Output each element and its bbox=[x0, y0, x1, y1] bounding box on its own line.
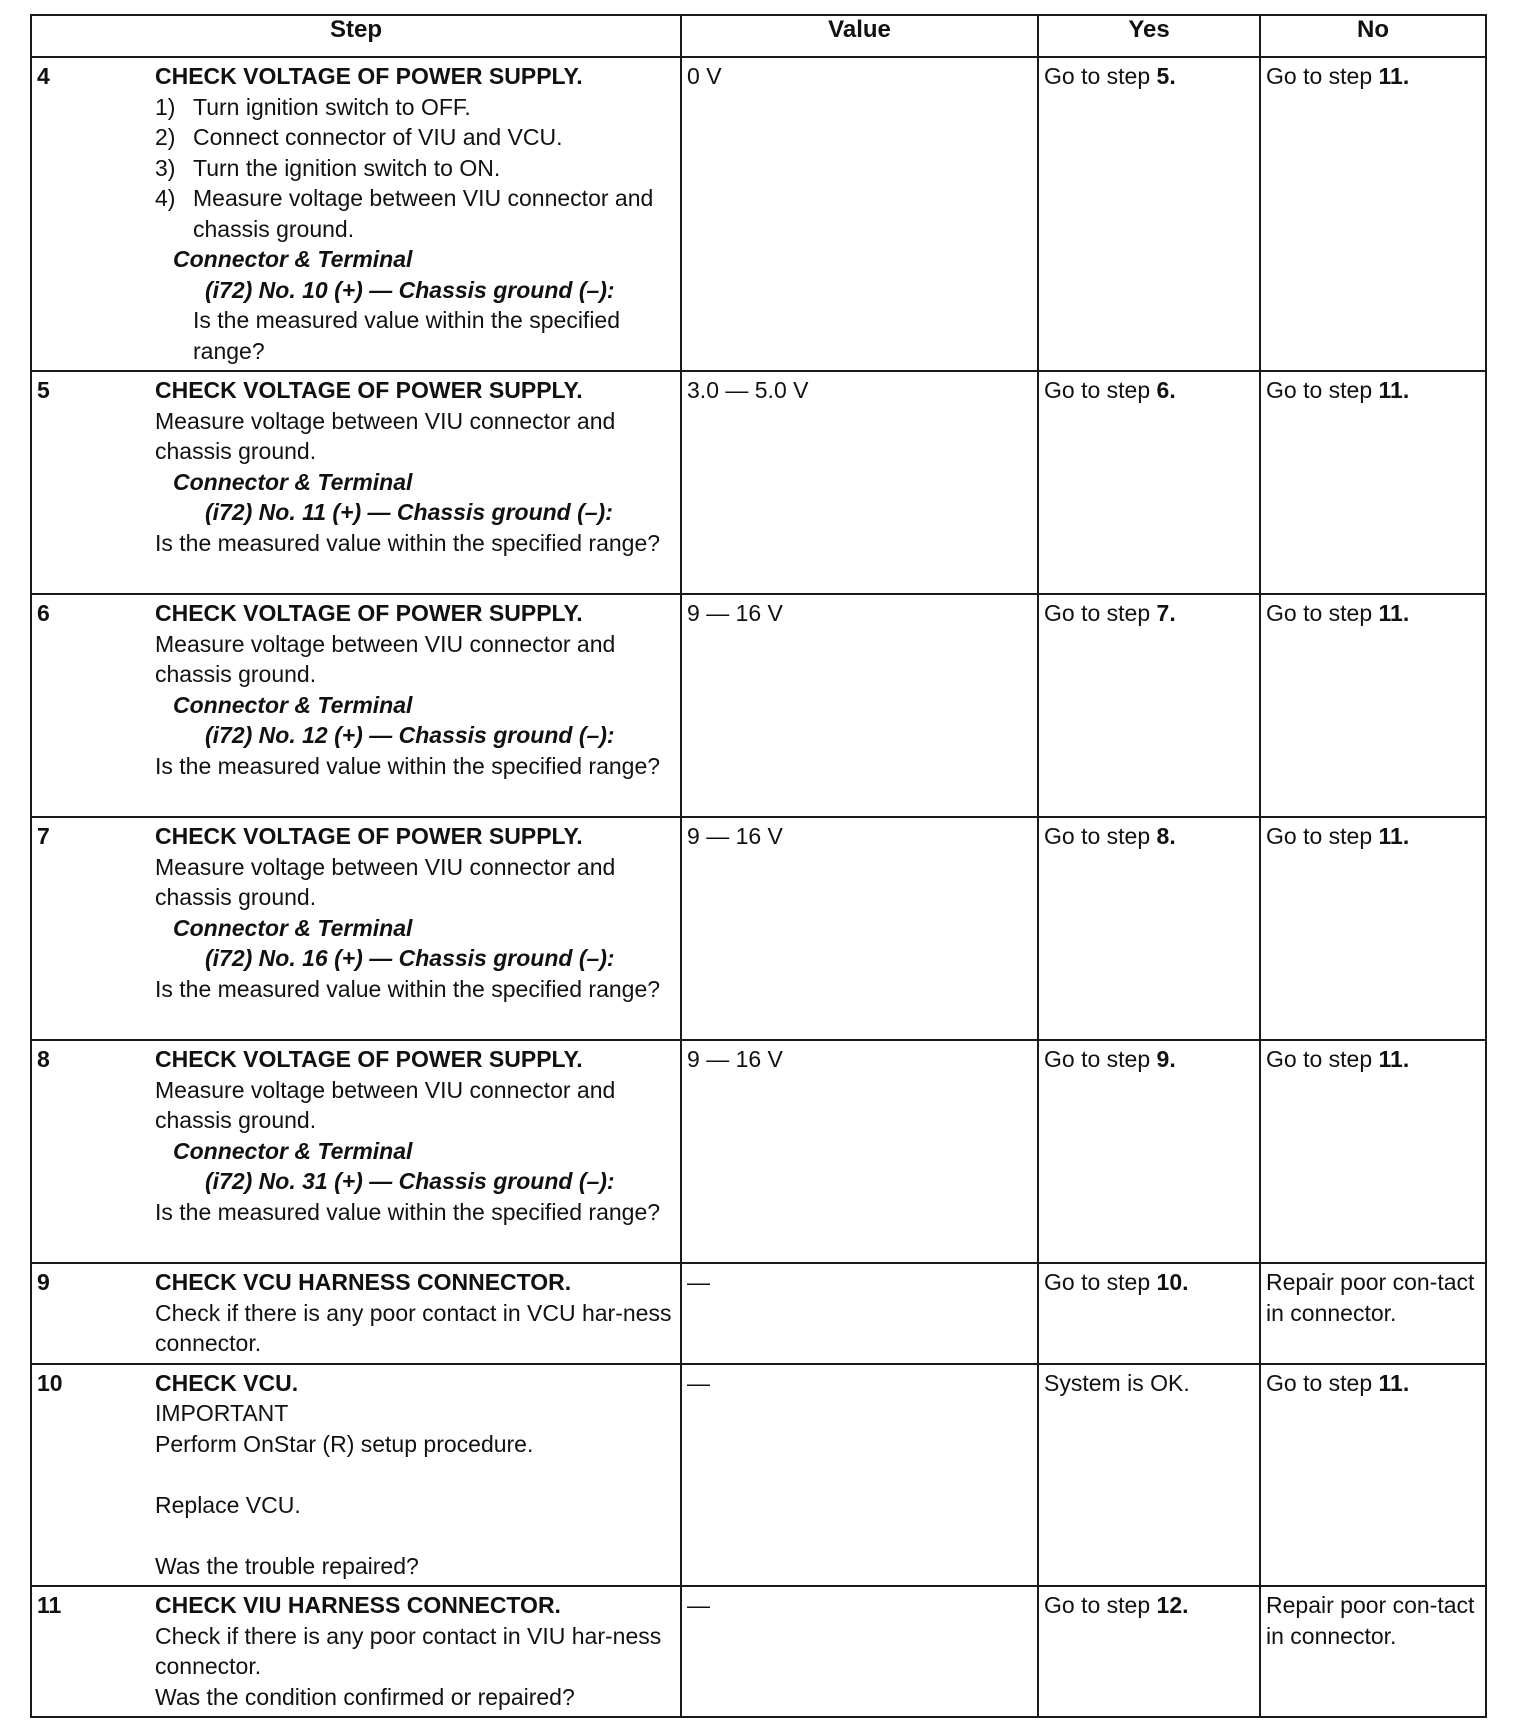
connector-terminal-value: (i72) No. 31 (+) — Chassis ground (–): bbox=[205, 1168, 615, 1194]
no-cell: Repair poor con-tact in connector. bbox=[1260, 1263, 1486, 1364]
step-question: Is the measured value within the specified range? bbox=[155, 975, 661, 1002]
step-number: 10 bbox=[31, 1364, 149, 1587]
step-line: Perform OnStar (R) setup procedure. bbox=[155, 1430, 534, 1457]
connector-terminal-value: (i72) No. 11 (+) — Chassis ground (–): bbox=[205, 499, 613, 525]
yes-cell: Go to step 7. bbox=[1038, 594, 1260, 817]
step-instructions bbox=[149, 1040, 681, 1263]
yes-cell: Go to step 8. bbox=[1038, 817, 1260, 1040]
value-cell: 9 — 16 V bbox=[681, 594, 1038, 817]
step-instructions bbox=[149, 594, 681, 817]
step-title: CHECK VIU HARNESS CONNECTOR. bbox=[155, 1592, 561, 1618]
table-row bbox=[31, 1040, 1486, 1263]
value-cell: 9 — 16 V bbox=[681, 1040, 1038, 1263]
step-description: Check if there is any poor contact in VCU har-ness connector. bbox=[155, 1299, 672, 1356]
list-item: 1) Turn ignition switch to OFF. bbox=[155, 93, 471, 120]
no-cell: Go to step 11. bbox=[1260, 1040, 1486, 1263]
step-description: Measure voltage between VIU connector and chassis ground. bbox=[155, 630, 616, 687]
value-cell: — bbox=[681, 1586, 1038, 1717]
step-important: IMPORTANT bbox=[155, 1400, 289, 1426]
step-instructions bbox=[149, 1263, 681, 1364]
value-cell: 3.0 — 5.0 V bbox=[681, 371, 1038, 594]
header-no: No bbox=[1260, 15, 1486, 57]
header-yes: Yes bbox=[1038, 15, 1260, 57]
step-number: 9 bbox=[31, 1263, 149, 1364]
no-cell: Repair poor con-tact in connector. bbox=[1260, 1586, 1486, 1717]
table-row bbox=[31, 371, 1486, 594]
step-question: Is the measured value within the specified range? bbox=[155, 752, 661, 779]
step-description: Measure voltage between VIU connector and chassis ground. bbox=[155, 853, 616, 910]
step-line: Replace VCU. bbox=[155, 1491, 301, 1518]
list-item: 2) Connect connector of VIU and VCU. bbox=[155, 124, 563, 150]
step-instructions bbox=[149, 1364, 681, 1587]
step-number: 4 bbox=[31, 57, 149, 371]
yes-cell: Go to step 10. bbox=[1038, 1263, 1260, 1364]
step-number: 7 bbox=[31, 817, 149, 1040]
value-cell: — bbox=[681, 1364, 1038, 1587]
step-title: CHECK VCU HARNESS CONNECTOR. bbox=[155, 1269, 572, 1295]
step-question: Is the measured value within the specified range? bbox=[193, 307, 621, 364]
step-number: 11 bbox=[31, 1586, 149, 1717]
step-instructions bbox=[149, 371, 681, 594]
header-step: Step bbox=[31, 15, 681, 57]
step-description: Measure voltage between VIU connector and chassis ground. bbox=[155, 407, 616, 464]
step-title: CHECK VCU. bbox=[155, 1369, 299, 1396]
list-item: 3) Turn the ignition switch to ON. bbox=[155, 154, 501, 181]
table-row bbox=[31, 1263, 1486, 1364]
list-item: 4) Measure voltage between VIU connector and chassis ground. bbox=[155, 185, 654, 242]
yes-cell: Go to step 12. bbox=[1038, 1586, 1260, 1717]
value-cell: — bbox=[681, 1263, 1038, 1364]
connector-terminal-value: (i72) No. 10 (+) — Chassis ground (–): bbox=[205, 276, 615, 303]
table-row bbox=[31, 594, 1486, 817]
step-number: 5 bbox=[31, 371, 149, 594]
yes-cell: Go to step 6. bbox=[1038, 371, 1260, 594]
step-question: Was the condition confirmed or repaired? bbox=[155, 1683, 575, 1710]
diagnostic-table bbox=[30, 14, 1487, 1718]
step-title: CHECK VOLTAGE OF POWER SUPPLY. bbox=[155, 1046, 583, 1072]
step-title: CHECK VOLTAGE OF POWER SUPPLY. bbox=[155, 377, 583, 403]
step-title: CHECK VOLTAGE OF POWER SUPPLY. bbox=[155, 823, 583, 849]
connector-terminal-value: (i72) No. 16 (+) — Chassis ground (–): bbox=[205, 945, 615, 971]
connector-terminal-label: Connector & Terminal bbox=[173, 468, 413, 495]
header-value: Value bbox=[681, 15, 1038, 57]
step-description: Measure voltage between VIU connector and chassis ground. bbox=[155, 1076, 616, 1133]
no-cell: Go to step 11. bbox=[1260, 817, 1486, 1040]
spacer bbox=[155, 1459, 675, 1490]
table-row bbox=[31, 1586, 1486, 1717]
no-cell: Go to step 11. bbox=[1260, 57, 1486, 371]
table-row bbox=[31, 1364, 1486, 1587]
step-number: 8 bbox=[31, 1040, 149, 1263]
value-cell: 9 — 16 V bbox=[681, 817, 1038, 1040]
no-cell: Go to step 11. bbox=[1260, 1364, 1486, 1587]
connector-terminal-label: Connector & Terminal bbox=[173, 691, 413, 718]
no-cell: Go to step 11. bbox=[1260, 594, 1486, 817]
step-instructions bbox=[149, 817, 681, 1040]
step-instructions bbox=[149, 1586, 681, 1717]
step-description: Check if there is any poor contact in VIU har-ness connector. bbox=[155, 1622, 662, 1679]
step-instructions bbox=[149, 57, 681, 371]
connector-terminal-label: Connector & Terminal bbox=[173, 914, 413, 941]
yes-cell: System is OK. bbox=[1038, 1364, 1260, 1587]
step-number: 6 bbox=[31, 594, 149, 817]
step-question: Was the trouble repaired? bbox=[155, 1552, 419, 1579]
step-question: Is the measured value within the specified range? bbox=[155, 1198, 661, 1225]
document-page bbox=[30, 14, 1485, 1718]
spacer bbox=[155, 1520, 675, 1551]
yes-cell: Go to step 5. bbox=[1038, 57, 1260, 371]
table-row bbox=[31, 817, 1486, 1040]
connector-terminal-label: Connector & Terminal bbox=[173, 246, 413, 272]
table-header-row bbox=[31, 15, 1486, 57]
value-cell: 0 V bbox=[681, 57, 1038, 371]
table-row bbox=[31, 57, 1486, 371]
connector-terminal-label: Connector & Terminal bbox=[173, 1137, 413, 1164]
step-question: Is the measured value within the specified range? bbox=[155, 529, 661, 556]
step-title: CHECK VOLTAGE OF POWER SUPPLY. bbox=[155, 63, 583, 89]
connector-terminal-value: (i72) No. 12 (+) — Chassis ground (–): bbox=[205, 722, 615, 748]
no-cell: Go to step 11. bbox=[1260, 371, 1486, 594]
step-title: CHECK VOLTAGE OF POWER SUPPLY. bbox=[155, 600, 583, 626]
yes-cell: Go to step 9. bbox=[1038, 1040, 1260, 1263]
